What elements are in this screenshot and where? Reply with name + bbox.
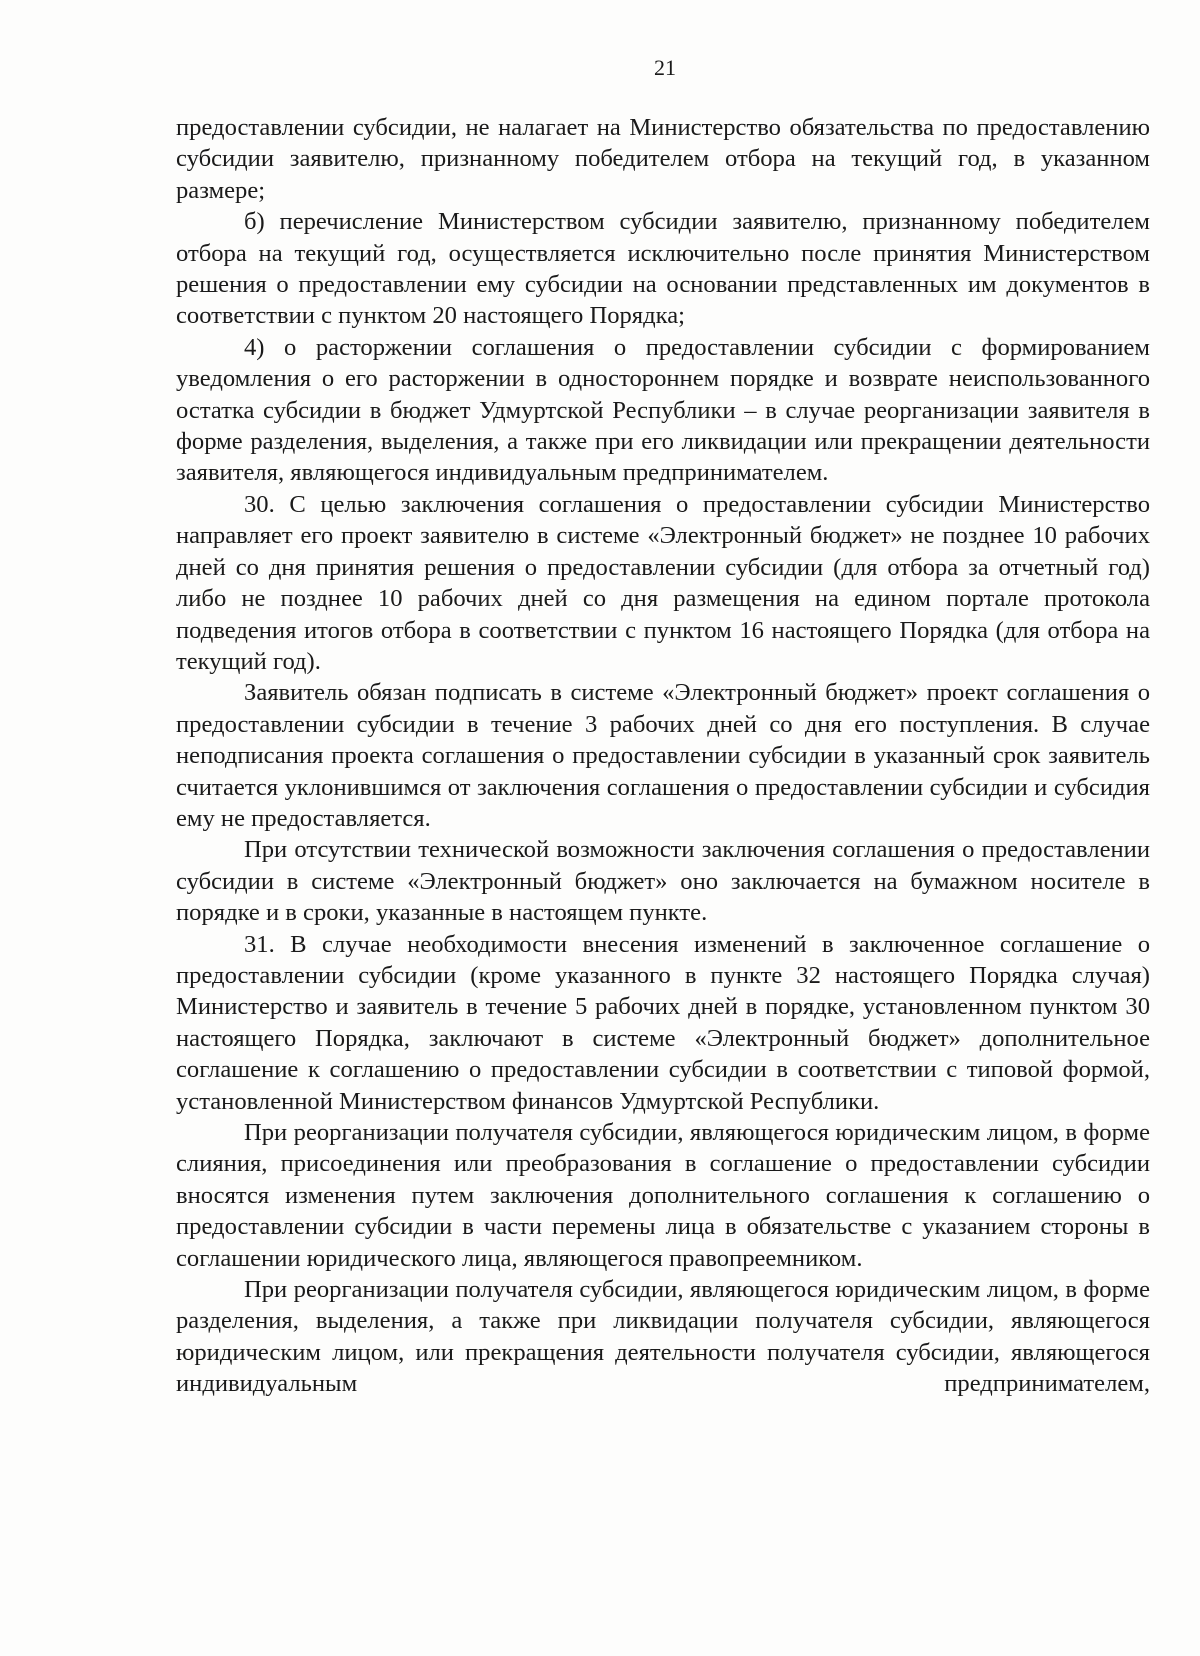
paragraph-clause-31: 31. В случае необходимости внесения изменений в заключенное соглашение о предоставлении субсидии (кроме указанного в пункте 32 настоящего Порядка случая) Министерство и заявитель в течение 5 рабочих дней в порядке, установленном пунктом 30 настоящего Порядка, заключают в системе «Электронный бюджет» дополнительное соглашение к соглашению о предоставлении субсидии в соответствии с типовой формой, установленной Министерством финансов Удмуртской Республики. xyxy=(176,930,1150,1115)
paragraph-paper-agreement: При отсутствии технической возможности заключения соглашения о предоставлении субсидии в системе «Электронный бюджет» оно заключается на бумажном носителе в порядке и в сроки, указанные в настоящем пункте. xyxy=(176,836,1150,927)
paragraph-subitem-b: б) перечисление Министерством субсидии заявителю, признанному победителем отбора на текущий год, осуществляется исключительно после принятия Министерством решения о предоставлении ему субсидии на основании представленных им документов в соответствии с пунктом 20 настоящего Порядка; xyxy=(176,208,1150,330)
paragraph-applicant-obligation: Заявитель обязан подписать в системе «Электронный бюджет» проект соглашения о предоставлении субсидии в течение 3 рабочих дней со дня его поступления. В случае неподписания проекта соглашения о предоставлении субсидии в указанный срок заявитель считается уклонившимся от заключения соглашения о предоставлении субсидии и субсидия ему не предоставляется. xyxy=(176,679,1150,832)
paragraph-clause-30: 30. С целью заключения соглашения о предоставлении субсидии Министерство направляет его проект заявителю в системе «Электронный бюджет» не позднее 10 рабочих дней со дня принятия решения о предоставлении субсидии (для отбора за отчетный год) либо не позднее 10 рабочих дней со дня размещения на едином портале протокола подведения итогов отбора в соответствии с пунктом 16 настоящего Порядка (для отбора на текущий год). xyxy=(176,490,1150,675)
paragraph-reorganization-merger: При реорганизации получателя субсидии, являющегося юридическим лицом, в форме слияния, присоединения или преобразования в соглашение о предоставлении субсидии вносятся изменения путем заключения дополнительного соглашения к соглашению о предоставлении субсидии в части перемены лица в обязательстве с указанием стороны в соглашении юридического лица, являющегося правопреемником. xyxy=(176,1119,1150,1272)
page-number: 21 xyxy=(654,55,676,80)
paragraph-item-4: 4) о расторжении соглашения о предоставлении субсидии с формированием уведомления о его расторжении в одностороннем порядке и возврате неиспользованного остатка субсидии в бюджет Удмуртской Республики – в случае реорганизации заявителя в форме разделения, выделения, а также при его ликвидации или прекращении деятельности заявителя, являющегося индивидуальным предпринимателем. xyxy=(176,333,1150,487)
paragraph-reorganization-division: При реорганизации получателя субсидии, являющегося юридическим лицом, в форме разделения, выделения, а также при ликвидации получателя субсидии, являющегося юридическим лицом, или прекращения деятельности получателя субсидии, являющегося индивидуальным предпринимателем, xyxy=(176,1276,1150,1398)
paragraph-continued: предоставлении субсидии, не налагает на Министерство обязательства по предоставлению субсидии заявителю, признанному победителем отбора на текущий год, в указанном размере; xyxy=(176,114,1150,204)
document-body xyxy=(176,112,1150,1400)
